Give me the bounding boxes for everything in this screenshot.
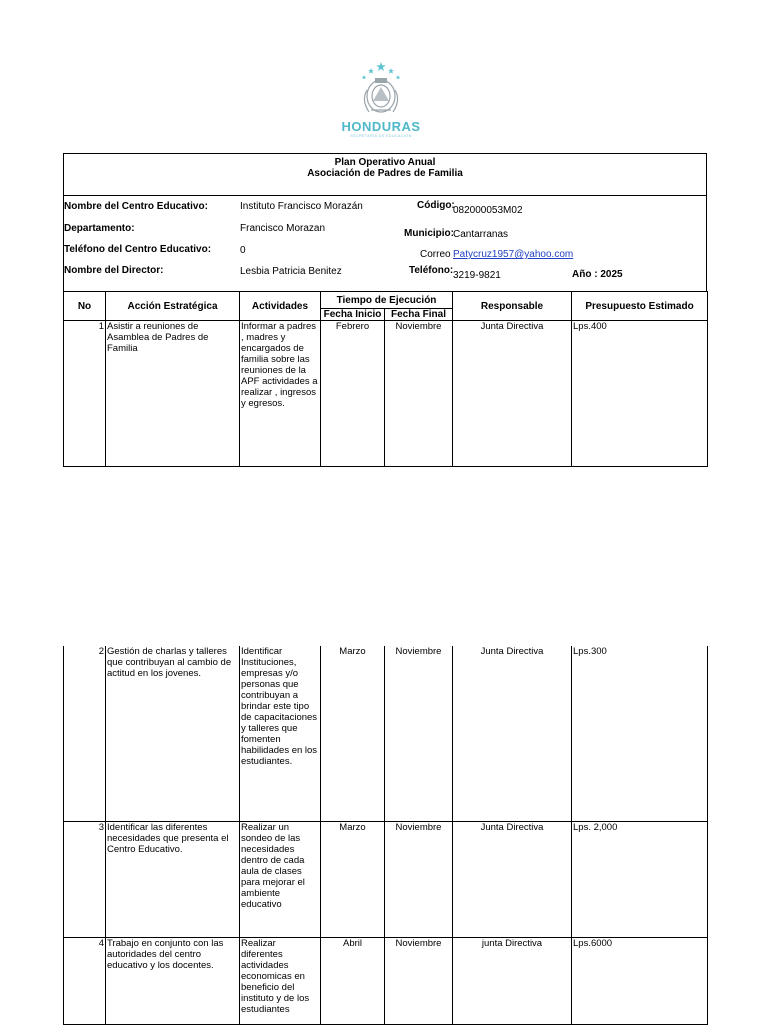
row-presupuesto: Lps. 2,000 (572, 821, 708, 937)
row-fecha-final: Noviembre (385, 646, 453, 821)
row-no: 1 (64, 321, 106, 467)
row-responsable: Junta Directiva (453, 646, 572, 821)
header-presupuesto: Presupuesto Estimado (572, 292, 708, 321)
table-row (64, 821, 708, 937)
row-actividades: Identificar Instituciones, empresas y/o personas que contribuyan a brindar este tipo de capacitaciones y talleres que fomenten habilidades en los estudiantes. (240, 646, 321, 821)
header-tiempo: Tiempo de Ejecución (321, 292, 453, 309)
header-actividades: Actividades (240, 292, 321, 321)
row-accion: Identificar las diferentes necesidades que presenta el Centro Educativo. (106, 821, 240, 937)
header-accion: Acción Estratégica (106, 292, 240, 321)
anio-label: Año : 2025 (572, 269, 623, 280)
table-row (64, 937, 708, 1024)
logo-subtitle: SECRETARÍA DE EDUCACIÓN (350, 134, 412, 138)
row-accion: Trabajo en conjunto con las autoridades del centro educativo y los docentes. (106, 937, 240, 1024)
codigo-value: 082000053M02 (453, 205, 523, 216)
correo-link[interactable]: Patycruz1957@yahoo.com (453, 249, 574, 260)
municipio-label: Municipio: (404, 228, 454, 239)
row-fecha-inicio: Marzo (321, 646, 385, 821)
row-accion: Asistir a reuniones de Asamblea de Padres de Familia (106, 321, 240, 467)
plan-header (63, 153, 707, 291)
codigo-label: Código: (417, 200, 455, 211)
row-responsable: junta Directiva (453, 937, 572, 1024)
director-label: Nombre del Director: (64, 265, 164, 276)
honduras-logo (326, 60, 436, 145)
table-row (64, 321, 708, 467)
centro-label: Nombre del Centro Educativo: (64, 201, 208, 212)
row-presupuesto: Lps.300 (572, 646, 708, 821)
row-presupuesto: Lps.6000 (572, 937, 708, 1024)
departamento-value: Francisco Morazan (240, 223, 326, 234)
header-fecha-final: Fecha Final (385, 309, 453, 321)
telefono-centro-label: Teléfono del Centro Educativo: (64, 244, 212, 255)
plan-table (63, 291, 708, 467)
row-no: 4 (64, 937, 106, 1024)
plan-table-continued (63, 646, 708, 1025)
correo-label: Correo (420, 249, 451, 260)
table-row (64, 646, 708, 821)
row-fecha-inicio: Abril (321, 937, 385, 1024)
header-fecha-inicio: Fecha Inicio (321, 309, 385, 321)
header-responsable: Responsable (453, 292, 572, 321)
centro-value: Instituto Francisco Morazán (240, 201, 363, 212)
row-actividades: Informar a padres , madres y encargados de familia sobre las reuniones de la APF actividades a realizar , ingresos y egresos. (240, 321, 321, 467)
telefono-centro-value: 0 (240, 245, 246, 256)
plan-subtitle: Asociación de Padres de Familia (307, 168, 463, 179)
telefono-label: Teléfono: (409, 265, 454, 276)
row-no: 2 (64, 646, 106, 821)
director-value: Lesbia Patricia Benitez (240, 266, 342, 277)
telefono-value: 3219-9821 (453, 270, 501, 281)
row-responsable: Junta Directiva (453, 821, 572, 937)
coat-of-arms-icon (351, 60, 411, 118)
row-fecha-final: Noviembre (385, 821, 453, 937)
plan-title: Plan Operativo Anual (334, 157, 436, 168)
row-fecha-inicio: Febrero (321, 321, 385, 467)
plan-title-block (64, 154, 706, 196)
logo-wordmark: HONDURAS (341, 119, 421, 134)
row-fecha-inicio: Marzo (321, 821, 385, 937)
header-no: No (64, 292, 106, 321)
table-header-row (64, 292, 708, 309)
departamento-label: Departamento: (64, 223, 135, 234)
row-accion: Gestión de charlas y talleres que contribuyan al cambio de actitud en los jovenes. (106, 646, 240, 821)
row-fecha-final: Noviembre (385, 937, 453, 1024)
row-no: 3 (64, 821, 106, 937)
row-actividades: Realizar diferentes actividades economicas en beneficio del instituto y de los estudiantes (240, 937, 321, 1024)
row-fecha-final: Noviembre (385, 321, 453, 467)
municipio-value: Cantarranas (453, 229, 509, 240)
row-presupuesto: Lps.400 (572, 321, 708, 467)
row-responsable: Junta Directiva (453, 321, 572, 467)
row-actividades: Realizar un sondeo de las necesidades dentro de cada aula de clases para mejorar el ambiente educativo (240, 821, 321, 937)
